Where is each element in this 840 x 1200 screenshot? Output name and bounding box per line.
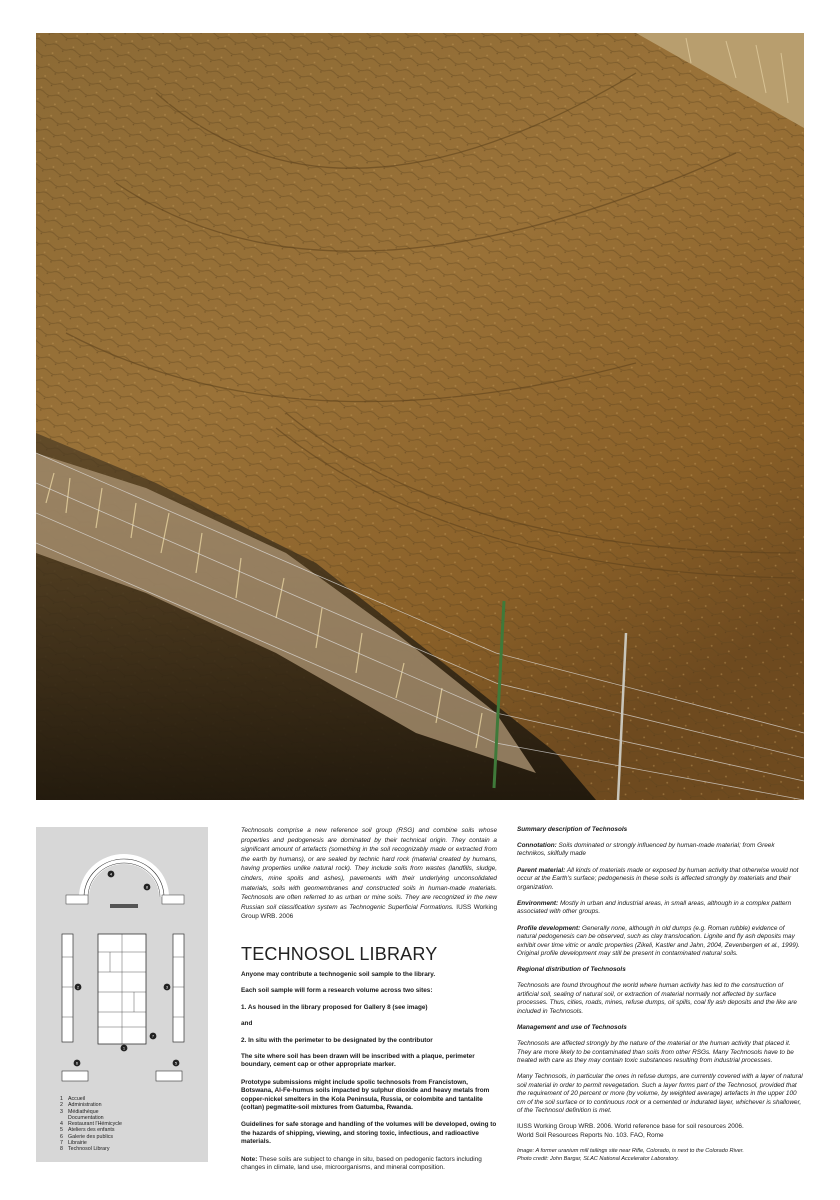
- plan-marker-3: 3: [165, 984, 169, 990]
- management-paragraph: Many Technosols, in particular the ones in refuse dumps, are currently covered with a layer of natural soil material in order to permit revegetation. Such a layer forms part of the Technosol, provided that the requirement of 20 percent or more (by volume, by weighted average) artefacts in the upper 100 cm of the soil surface or to continuous rock or a cemented or indurated layer, whichever is shallower, of the Technosol definition is met.: [517, 1073, 803, 1114]
- library-note: Note: These soils are subject to change in situ, based on pedogenic factors including changes in climate, land use, microorganisms, and mineral composition.: [241, 1155, 482, 1172]
- intro-text: Technosols comprise a new reference soil group (RSG) and combine soils whose properties and pedogenesis are dominated by their technical origin. They contain a significant amount of artefacts (something in the soil recognizably made or extracted from the earth by humans), or are sealed by technic hard rock (material created by humans, having properties unlike natural rock). They include soils from wastes (landfills, sludge, cinders, mine spoils and ashes), pavements with their underlying unconsolidated materials, soils with geomembranes and constructed soils in human-made materials. Technosols are often referred to as urban or mine soils. They are recognized in the new Russian soil classification system as Technogenic Superficial Formations. IUSS Working Group WRB. 2006: [241, 827, 498, 921]
- summary-heading: Summary description of Technosols: [517, 826, 628, 833]
- library-paragraph: Anyone may contribute a technogenic soil sample to the library.: [241, 970, 436, 978]
- plan-marker-7: 7: [151, 1033, 155, 1039]
- plan-legend: [60, 1096, 122, 1153]
- library-paragraph: Each soil sample will form a research volume across two sites:: [241, 987, 433, 995]
- floor-plan-drawing: [36, 827, 208, 1087]
- legend-item: 7 Librairie: [60, 1140, 87, 1147]
- library-paragraph: and: [241, 1020, 253, 1028]
- legend-item: 2 Administration: [60, 1102, 102, 1109]
- library-paragraph: Prototype submissions might include spolic technosols from Francistown, Botswana, Al-Fe-humus soils impacted by sulphur dioxide and heavy metals from copper-nickel smelters in the Kola Peninsula, Russia, or colombite and tantalite (coltan) pegmatite-soil mixtures from Gatumba, Rwanda.: [241, 1078, 490, 1111]
- plan-marker-1: 1: [122, 1045, 126, 1051]
- legend-item: 5 Ateliers des enfants: [60, 1127, 115, 1134]
- legend-item: 6 Galerie des publics: [60, 1133, 114, 1140]
- floor-plan: [36, 827, 208, 1162]
- legend-item: Documentation: [68, 1114, 104, 1121]
- summary-item: Connotation: Soils dominated or strongly influenced by human-made material; from Greek technikos, skilfully made: [517, 842, 775, 858]
- intro-source: IUSS Working Group WRB. 2006: [241, 903, 498, 921]
- legend-item: 8 Technosol Library: [60, 1146, 110, 1153]
- regional-heading: Regional distribution of Technosols: [517, 966, 626, 974]
- legend-item: 4 Restaurant l'Hémicycle: [60, 1121, 122, 1128]
- library-paragraph: The site where soil has been drawn will be inscribed with a plaque, perimeter boundary, cement cap or other appropriate marker.: [241, 1052, 475, 1069]
- library-paragraph: 2. In situ with the perimeter to be designated by the contributor: [241, 1036, 433, 1044]
- legend-item: 3 Médiathèque: [60, 1108, 99, 1115]
- summary-item: Parent material: All kinds of materials made or exposed by human activity that otherwise would not occur at the Earth's surface; pedogenesis in these soils is affected strongly by materials and their organization.: [517, 866, 799, 891]
- management-paragraph: Technosols are affected strongly by the nature of the material or the human activity that placed it. They are more likely to be contaminated than soils from other RSGs. Many Technosols have to be treated with care as they may contain toxic substances resulting from industrial processes.: [517, 1040, 794, 1064]
- soil-photograph: [36, 33, 804, 800]
- regional-text: Technosols are found throughout the world where human activity has led to the construction of artificial soil, sealing of natural soil, or extraction of material normally not affected by surface processes. Thus, cities, roads, mines, refuse dumps, oil spills, coal fly ash deposits and the like are included in Technosols.: [517, 982, 797, 1015]
- summary-item: Environment: Mostly in urban and industrial areas, in small areas, although in a complex pattern associated with other groups.: [517, 900, 792, 916]
- library-column: [241, 826, 497, 1172]
- summary-item: Profile development: Generally none, although in old dumps (e.g. Roman rubble) evidence of natural pedogenesis can be observed, such as clay translocation. Lignite and fly ash deposits may exhibit over time vitric or andic properties (Zikeli, Kastler and Jahn, 2004, Zevenbergen et al., 1999). Original profile development may still be present in contaminated natural soils.: [517, 924, 800, 958]
- library-paragraph: Guidelines for safe storage and handling of the volumes will be developed, owing to the hazards of shipping, viewing, and storing toxic, infectious, and radioactive materials.: [241, 1121, 497, 1146]
- summary-column: [517, 826, 804, 1163]
- reference: IUSS Working Group WRB. 2006. World reference base for soil resources 2006. World Soil Resources Reports No. 103. FAO, Rome: [517, 1123, 744, 1139]
- image-caption: Image: A former uranium mill tailings site near Rifle, Colorado, is next to the Colorado River. Photo credit: John Bargar, SLAC National Accelerator Laboratory.: [517, 1148, 744, 1162]
- management-heading: Management and use of Technosols: [517, 1024, 627, 1032]
- page-title: TECHNOSOL LIBRARY: [241, 943, 438, 964]
- library-paragraph: 1. As housed in the library proposed for Gallery 8 (see image): [241, 1003, 428, 1011]
- tailings-site-image: [36, 33, 804, 800]
- plan-marker-5: 5: [174, 1060, 178, 1066]
- plan-marker-2: 2: [76, 984, 80, 990]
- legend-item: 1 Accueil: [60, 1096, 86, 1102]
- plan-marker-8: 8: [145, 884, 149, 890]
- plan-marker-4: 4: [109, 871, 113, 877]
- plan-marker-6: 6: [75, 1060, 79, 1066]
